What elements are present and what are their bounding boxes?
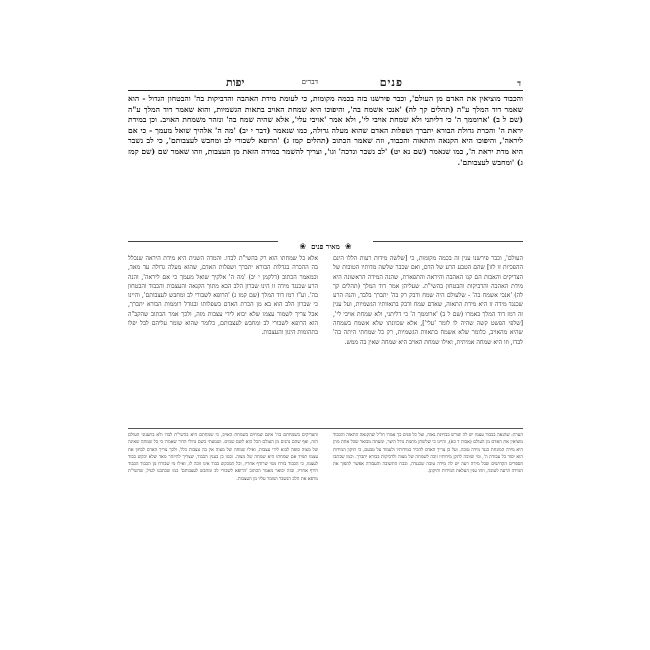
- main-text-block: והכבוד מוציאין את האדם מן העולם', וכבר פירשנו בזה בכמה מקומות, כי לעומת מידת האהבה והדביקות בה' והבטחון הגדול - הוא שאמר דוד המלך ע"ה (תהלים קך לה) 'אנכי אשמח בה', והיפוכו היא שמחת האויב בתאות הגשמיות, והוא שאמר דוד המלך ע"ה (שם ל ב) 'ארוממך ה' כי דליתני ולא שמחת אויבי לי', ולא אמר 'אויבי עלי', אלא שהיה שמח בה' ונזהר משמחת האויב. וכן במידת יראת ה' והכרת גדולת הבורא יתברך ושפלות האדם שהוא מעלה גדולה, כמו שנאמר (דבר י יב) 'מה ה' אלהיך שואל מעמך - כי אם ליראה', והיפוכו היא הקנאה והתאוה והכבוד, וזה שאמר הכתוב (תהלים קמז ג) 'הרופא לשבורי לב ומחבש לעצבותם', כי לב נשבר היא מדת יראת ה', כמו שנאמר (שם נא יט) 'לב נשבר ונדכה' וגו', וצריך להשמר במידה הזאת מן העצבות, וזהו שאמר שם (שם קמז ג) 'ומחבש לעצבותם'.: [128, 94, 523, 167]
- flower-ornament-icon: ❀: [344, 242, 352, 251]
- footnote-column-left: והצדיקים בשמחתם בה' אינם שמחים בשמחת האויב, כי שמחתם היא בהשי"ת לבדו ולא בתענוגי העולם הזה, ואף שהם נהנים מן העולם הכל הוא לשם שמים. ושמעתי בשם גדולי הדור שאמרו כי כל שמחה שאינה של מצוה סופה לבוא לידי עצבות, ואילו שמחה של מצוה אין בה עצבות כלל, ולכך צריך האדם לבחון את עצמו תמיד אם שמחתו היא שמחה של מצוה. וכמו כן בענין הכבוד, שצריך להיזהר מאד שלא יבקש כבוד לעצמו, כי הכבוד בורח ממי שרודף אחריו, וכל המבקש כבוד אינו זוכה לו, ואילו מי שבורח מן הכבוד הכבוד רודף אחריו. ובזה יבואר מאמר הכתוב 'הרופא לשבורי לב ומחבש לעצבותם' כמו שכתבנו לעיל, שהשי"ת מרפא את הלב הנשבר ושומר עליו מן העצבות.: [128, 433, 318, 482]
- divider-line-right: [373, 241, 523, 242]
- header-rule: [128, 90, 523, 91]
- divider-line-left: [128, 241, 278, 242]
- footnote-column-right: הערה: שהנאה בכבוד עצמו יש לה שורש בבחינת גאוה, ועל כל פנים כך אמרו חז"ל שהקנאה התאוה והכבוד מוציאין את האדם מן העולם (אבות ד כא), והיינו כי שלשתן מחמת גודל היצר, ומעתה מבואר שכל אחת מהן היא מידה המונחת כנגד מידה טובה, ועל כן צריך האדם להכיר במידותיו ולעמוד על טבעם, כי תיקון המידות הוא יסוד כל עבודת ה', ומי שזוכה לתקן מידותיו זוכה לשמחה של מצוה ולדביקות בבורא יתברך. וכמו שכתבו הספרים הקדושים שכל מידה רעה יש לה מידה טובה שכנגדה, ובכח התשובה והעבודה אפשר להפוך את המידה הרעה לטובה, וזהו ענין העלאת המידות ותיקונן.: [333, 433, 523, 475]
- running-title-2: יפות: [226, 76, 245, 89]
- section-name: דברים: [301, 78, 318, 86]
- flower-ornament-icon: ❀: [299, 242, 307, 251]
- footnote-rule: [128, 428, 523, 429]
- page-number: ד: [517, 78, 521, 88]
- divider-label: מאיר פנים: [311, 242, 340, 251]
- running-title: פנים: [379, 76, 403, 89]
- book-page: [128, 76, 523, 621]
- section-divider: [128, 234, 523, 251]
- commentary-column-left: אלא כל שמחתו הוא רק בהשי"ת לבדו. והמדה השנית היא מידת היראה שנכלל בה ההכרה בגדלות הבורא יתברך ושפלות האדם, שהוא מעלה גדולה עד מאד, וכמאמר הכתוב (דלקמן י יב) 'מה ה' אלקיך שואל מעמך כי אם ליראה', והנה הרע שכנגד מידה זו הינו שברון הלב הבא מתוך הקנאה והעצבות והכבוד והבטחון בה'. וע"ז רמז דוד המלך (שם קמז ג) 'הרופא לשבורי לב ומחבש לעצבותם', והיינו כי שברון הלב הוא בא מן הכרת האדם בשפלותו ובגודל רוממות הבורא יתברך, אבל צריך לשמור עצמו שלא יבוא לידי עצבות מזה, ולכך אמר הכתוב שהקב"ה הוא הרופא לשבורי לב ומחבש לעצבותם, כלומר שהוא שומר עליהם לבל יפלו בתהומות היגון והעצבות.: [128, 255, 318, 337]
- commentary-column-right: העולם', וכבר פירשנו ענין זה בכמה מקומות, כי [שלשה מידות רעות הללו הינם ההפכיות זו לזו] שהם הטבע הרע של הדם, ואם שכבר שלשה מדותיו הטובות של הצדיקים והאבות הם קנו האהבה והיראה והתפארת, שהנה המידה הראשונה היא מידת האהבה והדביקות והבטחון בהשי"ת. שעליהן אמר דוד המלך (תהלים קך לה) 'אנכי אשמח בה' - שלעולם היה שמח ודבק רק בה' יתברך בלבד, והנה הרע שכנגד מידה זו היא מידת התאוה, שאדם שמח ודבק בתאוותיו הגשמיות, ועל ענין זה רמז דוד המלך באמרו (שם ל ב) 'ארוממך ה' כי דליתני, ולא שמחת אויבי לי', [שלפי הפשט קשה שהיה לו לומר 'עלי'], אלא שכוונתו שלא אשמח בשמחה שהיא מהאויב, כלומר שלא אשמח בתאוות הגשמיות, רק כל שמחתי היתה בה' לבדו, וזו היא שמחה אמיתית, ואילו שמחת האויב היא שמחה שאין בה ממש.: [333, 255, 523, 346]
- page-header: [128, 76, 523, 90]
